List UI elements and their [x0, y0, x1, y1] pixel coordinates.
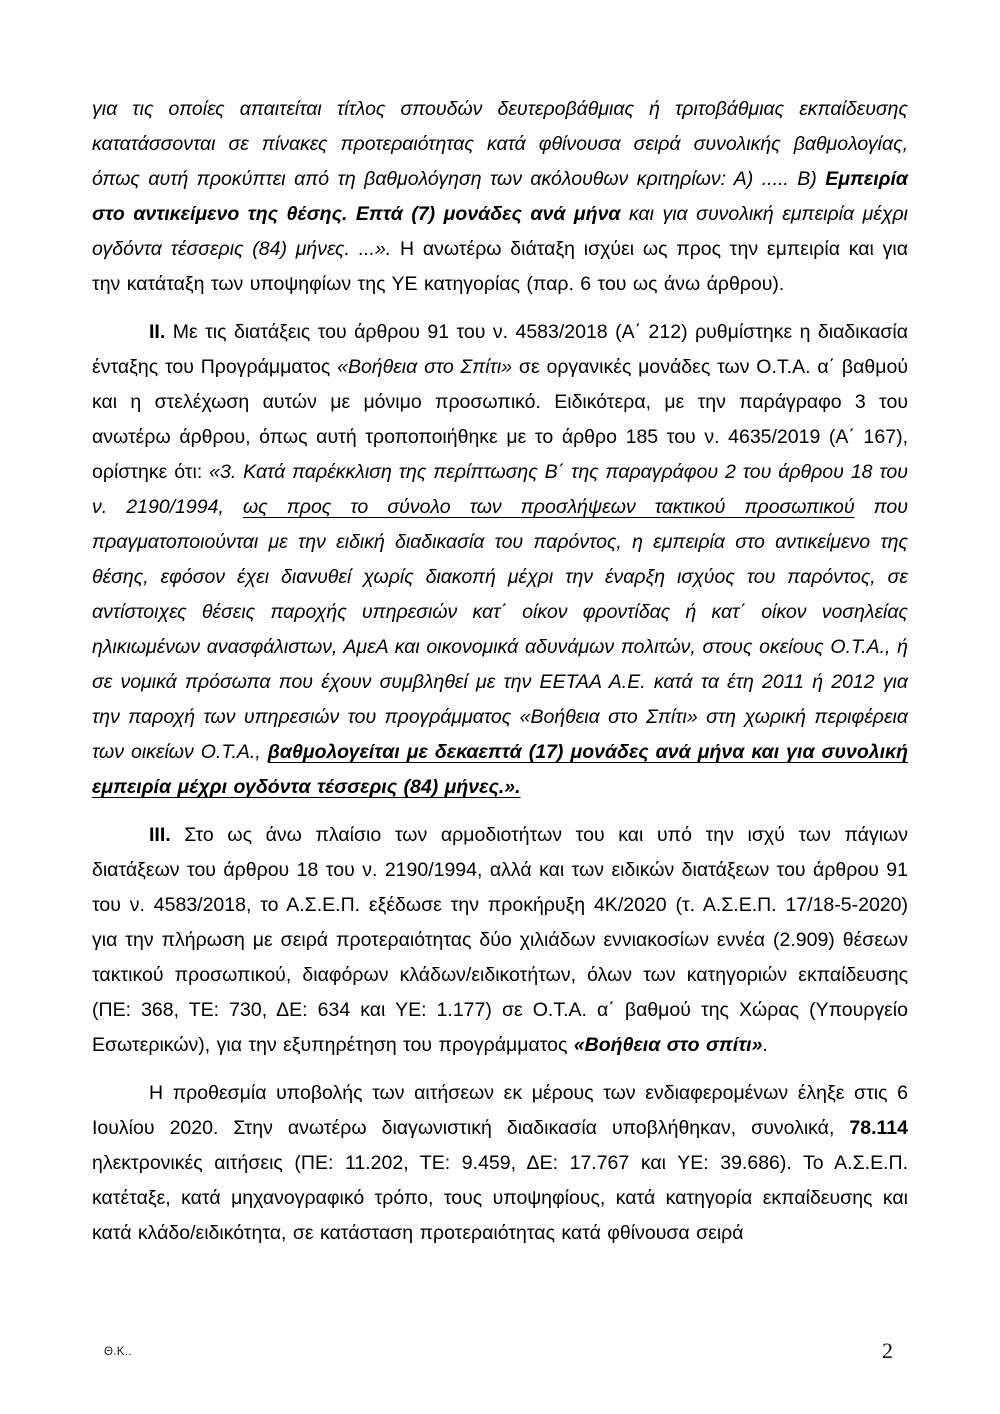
paragraph: [92, 1076, 908, 1251]
paragraph: [92, 818, 908, 1063]
paragraph: [92, 92, 908, 302]
document-body: [92, 92, 908, 1264]
text-run: Εμπειρία στο αντικείμενο της θέσης. Επτά (7) μονάδες ανά μήνα: [92, 168, 908, 225]
text-run: Η προθεσμία υποβολής των αιτήσεων εκ μέρους των ενδιαφερομένων έληξε στις 6 Ιουλίου 2020. Στην ανωτέρω διαγωνιστική διαδικασία υποβλήθηκαν, συνολικά,: [92, 1082, 908, 1139]
footer-initials: Θ.Κ..: [104, 1346, 132, 1358]
text-run: III.: [149, 824, 171, 846]
text-run: Στο ως άνω πλαίσιο των αρμοδιοτήτων του και υπό την ισχύ των πάγιων διατάξεων του άρθρου 18 του ν. 2190/1994, αλλά και των ειδικών διατάξεων του άρθρου 91 του ν. 4583/2018, το Α.Σ.Ε.Π. εξέδωσε την προκήρυξη 4Κ/2020 (τ. Α.Σ.Ε.Π. 17/18-5-2020) για την πλήρωση με σειρά προτεραιότητας δύο χιλιάδων εννιακοσίων εννέα (2.909) θέσεων τακτικού προσωπικού, διαφόρων κλάδων/ειδικοτήτων, όλων των κατηγοριών εκπαίδευσης (ΠΕ: 368, ΤΕ: 730, ΔΕ: 634 και ΥΕ: 1.177) σε Ο.Τ.Α. α΄ βαθμού της Χώρας (Υπουργείο Εσωτερικών), για την εξυπηρέτηση του προγράμματος: [92, 824, 908, 1056]
text-run: ηλεκτρονικές αιτήσεις (ΠΕ: 11.202, ΤΕ: 9.459, ΔΕ: 17.767 και ΥΕ: 39.686). Το Α.Σ.Ε.Π. κατέταξε, κατά μηχανογραφικό τρόπο, τους υποψηφίους, κατά κατηγορία εκπαίδευσης και κατά κλάδο/ειδικότητα, σε κατάσταση προτεραιότητας κατά φθίνουσα σειρά: [92, 1152, 908, 1244]
paragraph: [92, 315, 908, 805]
text-run: «Βοήθεια στο σπίτι»: [573, 1034, 763, 1056]
text-run: και για συνολική εμπειρία μέχρι ογδόντα τέσσερις (84) μήνες. ...».: [92, 203, 908, 260]
text-run: .: [762, 1034, 768, 1056]
text-run: που πραγματοποιούνται με την ειδική διαδικασία του παρόντος, η εμπειρία στο αντικείμενο της θέσης, εφόσον έχει διανυθεί χωρίς διακοπή μέχρι την έναρξη ισχύος του παρόντος, σε αντίστοιχες θέσεις παροχής υπηρεσιών κατ΄ οίκον φροντίδας ή κατ΄ οίκον νοσηλείας ηλικιωμένων ανασφάλιστων, ΑμεΑ και οικονομικά αδυνάμων πολιτών, στους οκείους Ο.Τ.Α., ή σε νομικά πρόσωπα που έχουν συμβληθεί με την ΕΕΤΑΑ Α.Ε. κατά τα έτη 2011 ή 2012 για την παροχή των υπηρεσιών του προγράμματος «Βοήθεια στο Σπίτι» στη χωρική περιφέρεια των οικείων Ο.Τ.Α.,: [92, 496, 908, 763]
text-run: ως προς το σύνολο των προσλήψεων τακτικού προσωπικού: [242, 496, 855, 518]
text-run: σε οργανικές μονάδες των Ο.Τ.Α. α΄ βαθμού και η στελέχωση αυτών με μόνιμο προσωπικό. Ειδικότερα, με την παράγραφο 3 του ανωτέρω άρθρου, όπως αυτή τροποποιήθηκε με το άρθρο 185 του ν. 4635/2019 (Α΄ 167), ορίστηκε ότι:: [92, 356, 909, 483]
page-number: 2: [882, 1338, 893, 1363]
text-run: II.: [149, 321, 166, 343]
text-run: βαθμολογείται με δεκαεπτά (17) μονάδες ανά μήνα και για συνολική εμπειρία μέχρι ογδόντα τέσσερις (84) μήνες.».: [92, 741, 908, 798]
text-run: «Βοήθεια στο Σπίτι»: [337, 356, 513, 378]
text-run: «3. Κατά παρέκκλιση της περίπτωσης Β΄ της παραγράφου 2 του άρθρου 18 του ν. 2190/1994,: [92, 461, 908, 518]
text-run: 78.114: [849, 1117, 908, 1139]
text-run: Η ανωτέρω διάταξη ισχύει ως προς την εμπειρία και για την κατάταξη των υποψηφίων της ΥΕ κατηγορίας (παρ. 6 του ως άνω άρθρου).: [92, 238, 908, 295]
text-run: για τις οποίες απαιτείται τίτλος σπουδών δευτεροβάθμιας ή τριτοβάθμιας εκπαίδευσης κατατάσσονται σε πίνακες προτεραιότητας κατά φθίνουσα σειρά συνολικής βαθμολογίας, όπως αυτή προκύπτει από τη βαθμολόγηση των ακόλουθων κριτηρίων: Α) ..... Β): [92, 98, 908, 190]
text-run: Με τις διατάξεις του άρθρου 91 του ν. 4583/2018 (Α΄ 212) ρυθμίστηκε η διαδικασία ένταξης του Προγράμματος: [92, 321, 908, 378]
